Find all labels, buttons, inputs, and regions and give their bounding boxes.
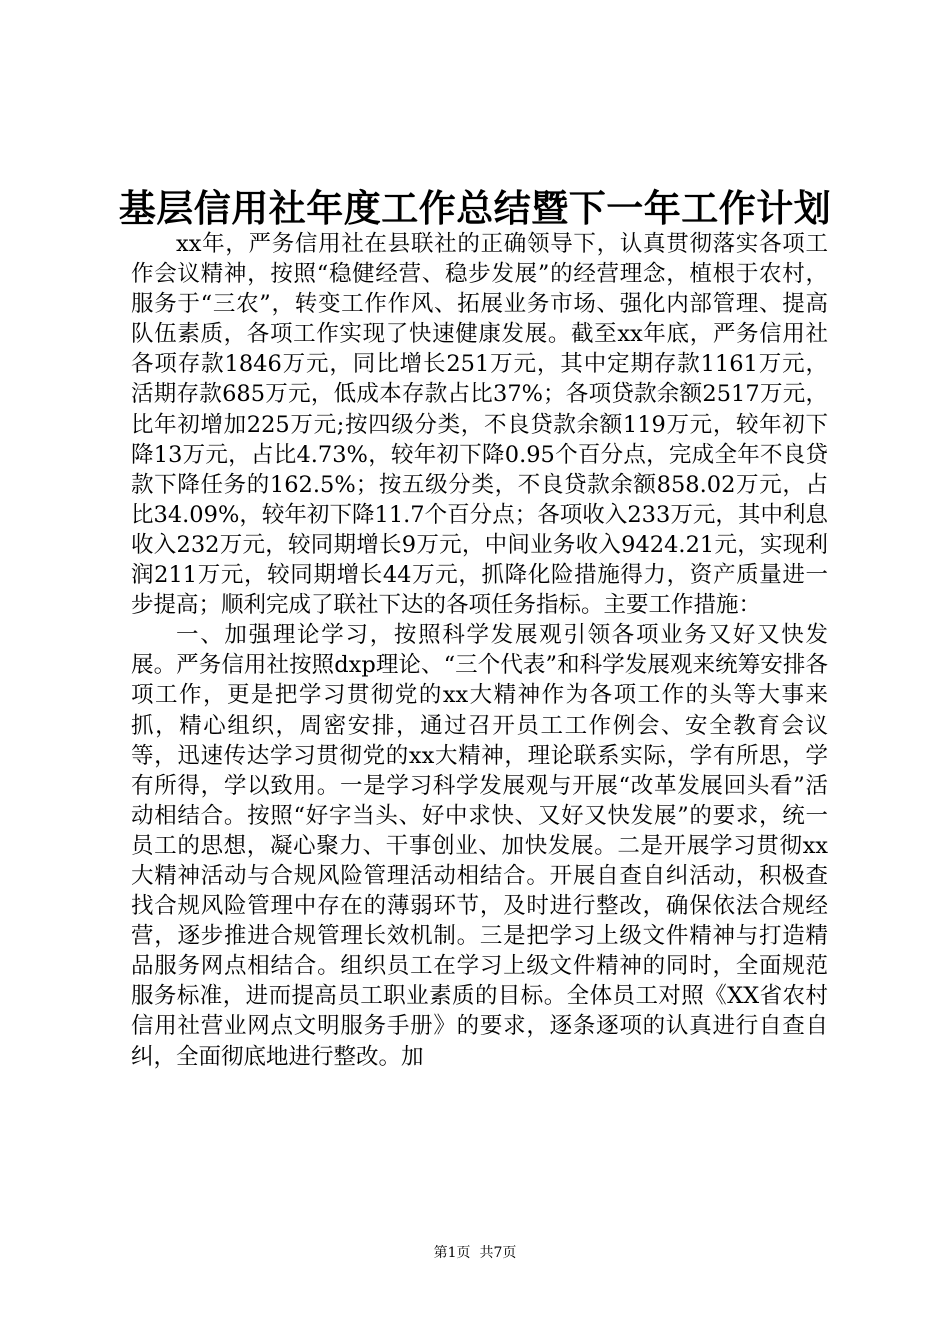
paragraph-measure-one: 一、加强理论学习，按照科学发展观引领各项业务又好又快发展。严务信用社按照dxp理论、“三个代表”和科学发展观来统筹安排各项工作，更是把学习贯彻党的xx大精神作为各项工作的头等大事来抓，精心组织，周密安排，通过召开员工工作例会、安全教育会议等，迅速传达学习贯彻党的xx大精神，理论联系实际，学有所思，学有所得，学以致用。一是学习科学发展观与开展“改革发展回头看”活动相结合。按照“好字当头、好中求快、又好又快发展”的要求，统一员工的思想，凝心聚力、干事创业、加快发展。二是开展学习贯彻xx大精神活动与合规风险管理活动相结合。开展自查自纠活动，积极查找合规风险管理中存在的薄弱环节，及时进行整改，确保依法合规经营，逐步推进合规管理长效机制。三是把学习上级文件精神与打造精品服务网点相结合。组织员工在学习上级文件精神的同时，全面规范服务标准，进而提高员工职业素质的目标。全体员工对照《XX省农村信用社营业网点文明服务手册》的要求，逐条逐项的认真进行自查自纠，全面彻底地进行整改。加 xyxy=(131,622,828,1070)
paragraph-summary: xx年，严务信用社在县联社的正确领导下，认真贯彻落实各项工作会议精神，按照“稳健经营、稳步发展”的经营理念，植根于农村，服务于“三农”，转变工作作风、拓展业务市场、强化内部管理、提高队伍素质，各项工作实现了快速健康发展。截至xx年底，严务信用社各项存款1846万元，同比增长251万元，其中定期存款1161万元，活期存款685万元，低成本存款占比37%；各项贷款余额2517万元，比年初增加225万元;按四级分类，不良贷款余额119万元，较年初下降13万元，占比4.73%，较年初下降0.95个百分点，完成全年不良贷款下降任务的162.5%；按五级分类，不良贷款余额858.02万元，占比34.09%，较年初下降11.7个百分点；各项收入233万元，其中利息收入232万元，较同期增长9万元，中间业务收入9424.21元，实现利润211万元，较同期增长44万元，抓降化险措施得力，资产质量进一步提高；顺利完成了联社下达的各项任务指标。主要工作措施： xyxy=(131,231,828,619)
page-footer xyxy=(0,1243,950,1263)
document-body xyxy=(131,229,828,1072)
page-number: 第1页 共7页 xyxy=(433,1245,517,1261)
document-title: 基层信用社年度工作总结暨下一年工作计划 xyxy=(118,187,832,230)
